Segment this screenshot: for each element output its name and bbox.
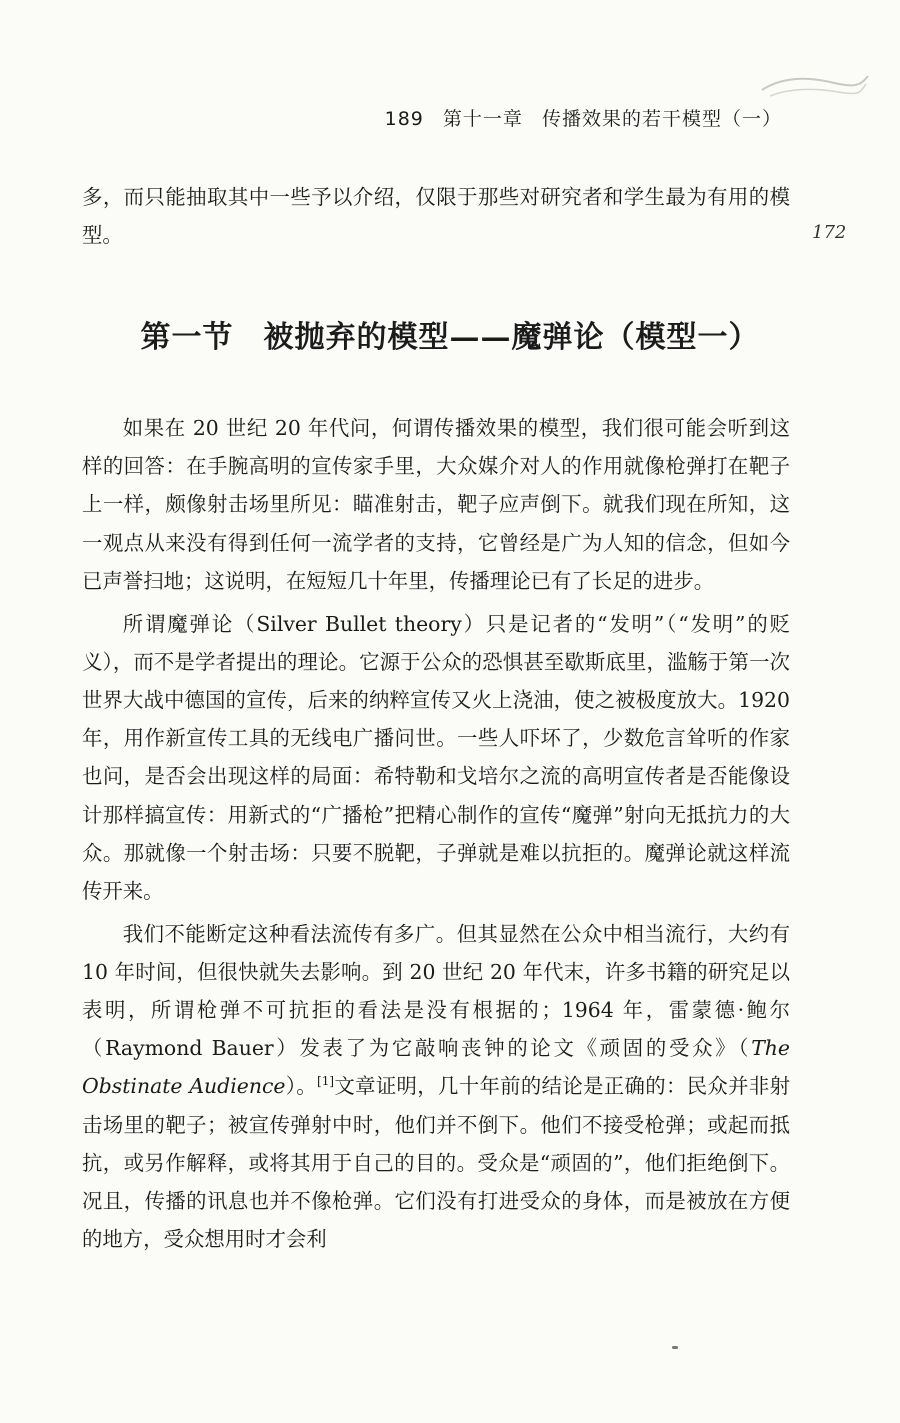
margin-page-number: 172	[812, 222, 847, 243]
header-page-number: 189	[384, 108, 424, 130]
paragraph-3-text-a: 我们不能断定这种看法流传有多广。但其显然在公众中相当流行，大约有 10 年时间，但很快就失去影响。到 20 世纪 20 年代末，许多书籍的研究足以表明，所谓枪弹不可抗拒的看法是没有根据的；1964 年，雷蒙德·鲍尔（Raymond Bauer）发表了为它敲响丧钟的论文《顽固的受众》（	[82, 921, 790, 1061]
decorative-swoosh	[760, 68, 870, 108]
running-header	[385, 104, 782, 131]
book-title: The Obstinate Audience	[82, 1036, 790, 1099]
paragraph-3-text-b: ）。	[285, 1074, 318, 1099]
paragraph-1: 如果在 20 世纪 20 年代问，何谓传播效果的模型，我们很可能会听到这样的回答：在手腕高明的宣传家手里，大众媒介对人的作用就像枪弹打在靶子上一样，颇像射击场里所见：瞄准射击，靶子应声倒下。就我们现在所知，这一观点从来没有得到任何一流学者的支持，它曾经是广为人知的信念，但如今已声誉扫地；这说明，在短短几十年里，传播理论已有了长足的进步。	[82, 416, 790, 593]
body-text	[82, 409, 790, 1263]
section-title	[0, 312, 900, 356]
print-speck	[672, 1346, 678, 1349]
section-heading: 被抛弃的模型——魔弹论（模型一）	[263, 320, 760, 355]
section-label: 第一节	[140, 320, 234, 355]
header-chapter-title: 传播效果的若干模型（一）	[541, 108, 782, 130]
paragraph-2: 所谓魔弹论（Silver Bullet theory）只是记者的“发明”（“发明”的贬义），而不是学者提出的理论。它源于公众的恐惧甚至歇斯底里，滥觞于第一次世界大战中德国的宣传，后来的纳粹宣传又火上浇油，使之被极度放大。1920 年，用作新宣传工具的无线电广播问世。一些人吓坏了，少数危言耸听的作家也问，是否会出现这样的局面：希特勒和戈培尔之流的高明宣传者是否能像设计那样搞宣传：用新式的“广播枪”把精心制作的宣传“魔弹”射向无抵抗力的大众。那就像一个射击场：只要不脱靶，子弹就是难以抗拒的。魔弹论就这样流传开来。	[82, 611, 790, 903]
paragraph-3	[82, 915, 790, 1259]
paragraph-3-text-c: 文章证明，几十年前的结论是正确的：民众并非射击场里的靶子；被宣传弹射中时，他们并不倒下。他们不接受枪弹；或起而抵抗，或另作解释，或将其用于自己的目的。受众是“顽固的”，他们拒绝倒下。况且，传播的讯息也并不像枪弹。它们没有打进受众的身体，而是被放在方便的地方，受众想用时才会利	[82, 1074, 790, 1252]
opening-paragraph: 多，而只能抽取其中一些予以介绍，仅限于那些对研究者和学生最为有用的模型。	[82, 185, 790, 248]
footnote-ref: [1]	[317, 1074, 335, 1089]
header-chapter: 第十一章	[442, 108, 523, 130]
